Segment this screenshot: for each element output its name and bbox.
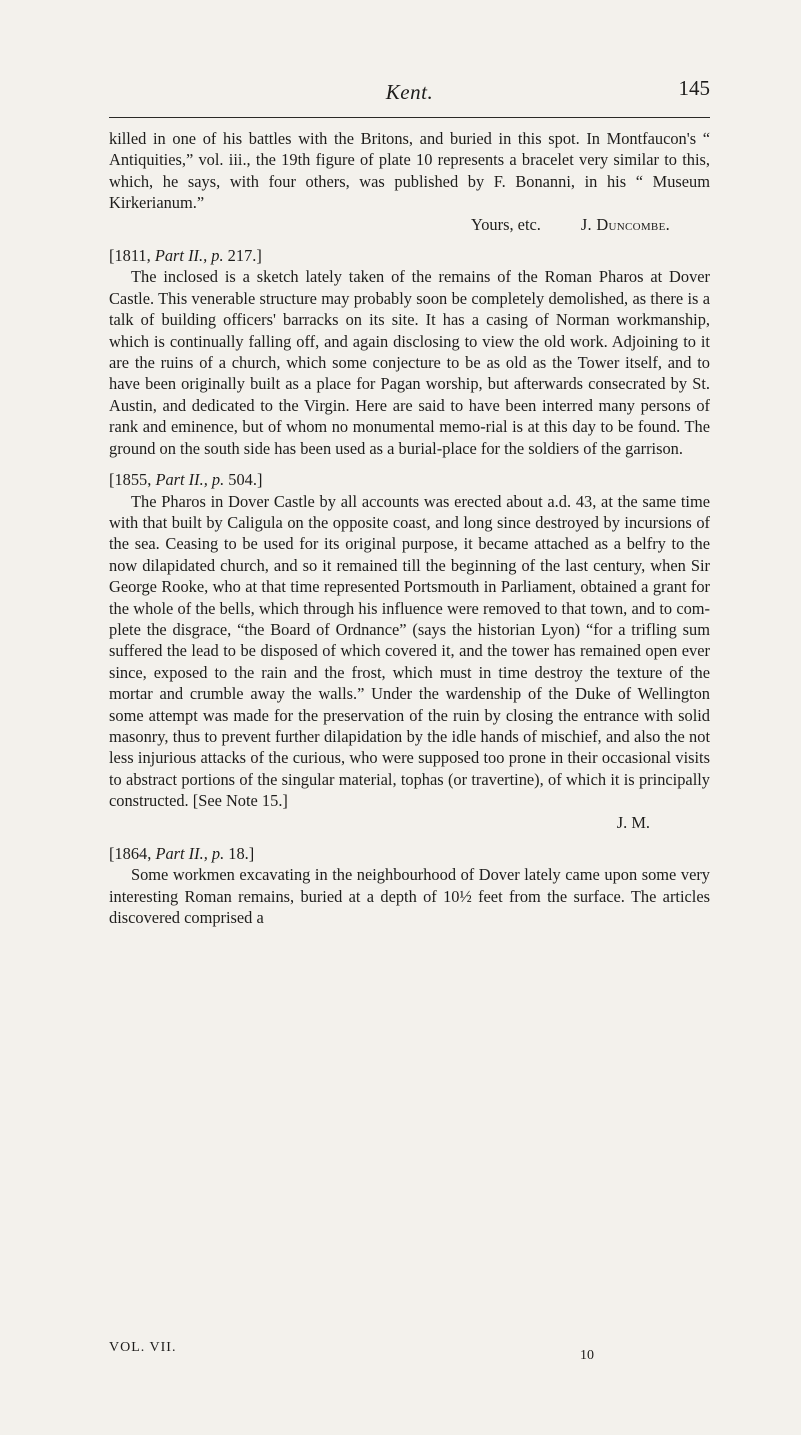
citation-1 [109, 245, 710, 266]
volume-mark: VOL. VII. [109, 1340, 177, 1355]
letter-signature-line [109, 214, 710, 235]
citation-3-page: 18.] [224, 844, 255, 863]
paragraph-4: Some workmen excavating in the neighbourhood of Dover lately came upon some very interesting Roman remains, buried at a depth of 10½ feet from the surface. The articles discovered comprised a [109, 865, 710, 928]
citation-2-year: [1855, [109, 470, 156, 490]
citation-2 [109, 469, 710, 490]
author-initials: J. M. [616, 812, 650, 832]
citation-1-page: 217.] [223, 246, 262, 266]
citation-2-page: 504.] [224, 470, 263, 490]
signature: J. Duncombe. [580, 214, 670, 234]
citation-1-year: [1811, [109, 246, 155, 266]
citation-2-part: Part II., p. [155, 470, 225, 490]
citation-3-year: [1864, [109, 844, 156, 863]
page-body [109, 128, 710, 929]
citation-3-part: Part II., p. [155, 844, 225, 863]
sheet-number: 10 [580, 1348, 594, 1363]
running-head: Kent. [385, 80, 434, 104]
paragraph-2: The inclosed is a sketch lately taken of the remains of the Roman Pharos at Dover Castle. This venerable structure may probably soon be completely demolished, as there is a talk of building officers' barracks on its site. It has a casing of Norman workmanship, which is continually falling off, and again disclosing to view the old work. Adjoining to it are the ruins of a church, which some conjecture to be as old as the Tower itself, and to have been originally built as a place for Pagan worship, but afterwards consecrated by St. Austin, and dedicated to the Virgin. Here are said to have been interred many persons of rank and eminence, but of whom no monumental memo-rial is at this day to be found. The ground on the south side has been used as a burial-place for the soldiers of the garrison. [109, 267, 710, 458]
citation-3 [109, 843, 710, 864]
page-header [109, 60, 710, 120]
page-footer [109, 1340, 710, 1380]
header-rule [109, 117, 710, 118]
sign-off: Yours, etc. [471, 214, 541, 234]
citation-1-part: Part II., p. [154, 246, 224, 266]
paragraph-1: killed in one of his battles with the Britons, and buried in this spot. In Montfaucon's “ Antiquities,” vol. iii., the 19th figure of plate 10 represents a bracelet very similar to this, which, he says, with four others, was published by F. Bonanni, in his “ Museum Kirkerianum.” [109, 129, 710, 213]
page-number: 145 [678, 76, 710, 100]
paragraph-3: The Pharos in Dover Castle by all accounts was erected about a.d. 43, at the same time with that built by Caligula on the opposite coast, and long since destroyed by incursions of the sea. Ceasing to be used for its original purpose, it became attached as a belfry to the now dilapidated church, and so it remained till the beginning of the last century, when Sir George Rooke, who at that time represented Portsmouth in Parliament, obtained a grant for the whole of the bells, which through his influence were removed to that town, and to com-plete the disgrace, “the Board of Ordnance” (says the historian Lyon) “for a trifling sum suffered the lead to be disposed of which covered it, and the tower has remained open ever since, exposed to the rain and the frost, which must in time destroy the texture of the mortar and crumble away the walls.” Under the wardenship of the Duke of Wellington some attempt was made for the preservation of the ruin by closing the entrance with solid masonry, thus to prevent further dilapidation by the idle hands of mischief, and also the not less injurious attacks of the curious, who were supposed too prone in their occasional visits to abstract portions of the singular material, tophas (or travertine), of which it is principally constructed. [See Note 15.] [109, 491, 710, 811]
